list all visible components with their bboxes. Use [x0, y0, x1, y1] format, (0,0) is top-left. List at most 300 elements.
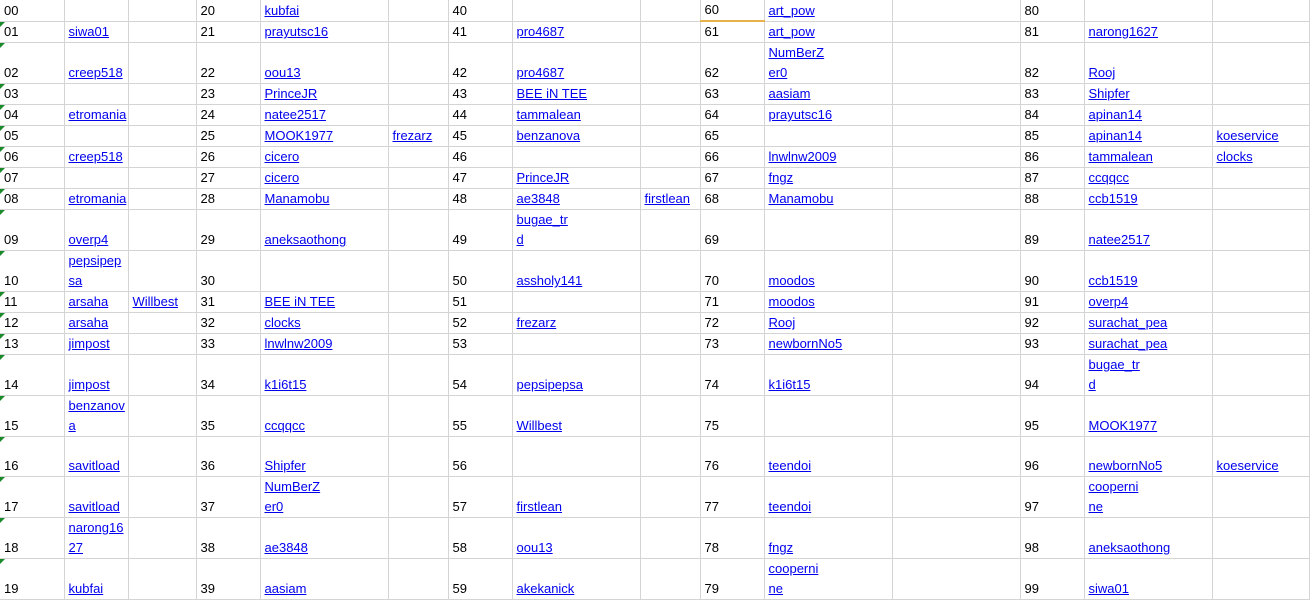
empty-cell[interactable] — [892, 105, 1020, 126]
username-link-cell[interactable]: pepsipepsa — [512, 355, 640, 396]
username-link-cell[interactable]: Manamobu — [764, 189, 892, 210]
empty-cell[interactable] — [128, 147, 196, 168]
empty-cell[interactable] — [128, 334, 196, 355]
empty-cell[interactable] — [640, 437, 700, 477]
username-link-cell[interactable]: cooperni ne — [764, 559, 892, 600]
empty-cell[interactable] — [1212, 518, 1309, 559]
number-cell[interactable]: 01 — [0, 21, 64, 43]
empty-cell[interactable] — [892, 0, 1020, 21]
empty-cell[interactable] — [640, 559, 700, 600]
empty-cell[interactable] — [892, 477, 1020, 518]
empty-cell[interactable] — [892, 437, 1020, 477]
number-cell[interactable]: 50 — [448, 251, 512, 292]
number-cell[interactable]: 19 — [0, 559, 64, 600]
number-cell[interactable]: 39 — [196, 559, 260, 600]
number-cell[interactable]: 14 — [0, 355, 64, 396]
empty-cell[interactable] — [128, 126, 196, 147]
empty-cell[interactable] — [892, 559, 1020, 600]
number-cell[interactable]: 67 — [700, 168, 764, 189]
empty-cell[interactable] — [128, 477, 196, 518]
empty-cell[interactable] — [388, 396, 448, 437]
username-link-cell[interactable]: Manamobu — [260, 189, 388, 210]
empty-cell[interactable] — [388, 210, 448, 251]
empty-cell[interactable] — [892, 518, 1020, 559]
empty-cell[interactable] — [388, 147, 448, 168]
number-cell[interactable]: 77 — [700, 477, 764, 518]
username-link-cell[interactable]: akekanick — [512, 559, 640, 600]
empty-cell[interactable] — [892, 189, 1020, 210]
username-link-cell[interactable]: aneksaothong — [1084, 518, 1212, 559]
number-cell[interactable]: 46 — [448, 147, 512, 168]
empty-cell[interactable] — [640, 518, 700, 559]
username-link-cell[interactable]: Willbest — [512, 396, 640, 437]
username-link-cell[interactable]: tammalean — [512, 105, 640, 126]
number-cell[interactable]: 33 — [196, 334, 260, 355]
number-cell[interactable]: 52 — [448, 313, 512, 334]
empty-cell[interactable] — [128, 437, 196, 477]
empty-cell[interactable] — [892, 84, 1020, 105]
number-cell[interactable]: 73 — [700, 334, 764, 355]
empty-cell[interactable] — [640, 477, 700, 518]
empty-cell[interactable] — [892, 334, 1020, 355]
empty-cell[interactable] — [128, 105, 196, 126]
empty-cell[interactable] — [892, 313, 1020, 334]
empty-cell[interactable] — [512, 147, 640, 168]
number-cell[interactable]: 99 — [1020, 559, 1084, 600]
number-cell[interactable]: 70 — [700, 251, 764, 292]
empty-cell[interactable] — [128, 355, 196, 396]
number-cell[interactable]: 69 — [700, 210, 764, 251]
username-link-cell[interactable]: kubfai — [260, 0, 388, 21]
username-link-cell[interactable]: firstlean — [640, 189, 700, 210]
username-link-cell[interactable]: pepsipepsa — [64, 251, 128, 292]
empty-cell[interactable] — [640, 334, 700, 355]
empty-cell[interactable] — [388, 518, 448, 559]
username-link-cell[interactable]: art_pow — [764, 0, 892, 21]
empty-cell[interactable] — [892, 292, 1020, 313]
empty-cell[interactable] — [128, 396, 196, 437]
number-cell[interactable]: 47 — [448, 168, 512, 189]
username-link-cell[interactable]: teendoi — [764, 477, 892, 518]
username-link-cell[interactable]: etromania — [64, 105, 128, 126]
number-cell[interactable]: 91 — [1020, 292, 1084, 313]
empty-cell[interactable] — [640, 84, 700, 105]
username-link-cell[interactable]: PrinceJR — [512, 168, 640, 189]
username-link-cell[interactable]: Shipfer — [1084, 84, 1212, 105]
username-link-cell[interactable]: prayutsc16 — [764, 105, 892, 126]
empty-cell[interactable] — [1212, 396, 1309, 437]
number-cell[interactable]: 06 — [0, 147, 64, 168]
username-link-cell[interactable]: aasiam — [764, 84, 892, 105]
empty-cell[interactable] — [892, 126, 1020, 147]
username-link-cell[interactable]: narong1627 — [1084, 21, 1212, 43]
empty-cell[interactable] — [64, 0, 128, 21]
empty-cell[interactable] — [388, 313, 448, 334]
empty-cell[interactable] — [388, 21, 448, 43]
username-link-cell[interactable]: benzanova — [512, 126, 640, 147]
empty-cell[interactable] — [1212, 355, 1309, 396]
username-link-cell[interactable]: clocks — [1212, 147, 1309, 168]
number-cell[interactable]: 59 — [448, 559, 512, 600]
username-link-cell[interactable]: pro4687 — [512, 21, 640, 43]
number-cell[interactable]: 74 — [700, 355, 764, 396]
number-cell[interactable]: 26 — [196, 147, 260, 168]
number-cell[interactable]: 44 — [448, 105, 512, 126]
empty-cell[interactable] — [892, 43, 1020, 84]
username-link-cell[interactable]: clocks — [260, 313, 388, 334]
number-cell[interactable]: 96 — [1020, 437, 1084, 477]
empty-cell[interactable] — [128, 43, 196, 84]
empty-cell[interactable] — [388, 292, 448, 313]
username-link-cell[interactable]: arsaha — [64, 313, 128, 334]
empty-cell[interactable] — [640, 168, 700, 189]
username-link-cell[interactable]: MOOK1977 — [260, 126, 388, 147]
username-link-cell[interactable]: cicero — [260, 147, 388, 168]
empty-cell[interactable] — [1212, 168, 1309, 189]
empty-cell[interactable] — [388, 43, 448, 84]
number-cell[interactable]: 15 — [0, 396, 64, 437]
number-cell[interactable]: 28 — [196, 189, 260, 210]
username-link-cell[interactable]: teendoi — [764, 437, 892, 477]
number-cell[interactable]: 10 — [0, 251, 64, 292]
number-cell[interactable]: 24 — [196, 105, 260, 126]
username-link-cell[interactable]: overp4 — [64, 210, 128, 251]
number-cell[interactable]: 87 — [1020, 168, 1084, 189]
empty-cell[interactable] — [260, 251, 388, 292]
number-cell[interactable]: 03 — [0, 84, 64, 105]
username-link-cell[interactable]: NumBerZ er0 — [764, 43, 892, 84]
number-cell[interactable]: 49 — [448, 210, 512, 251]
number-cell[interactable]: 21 — [196, 21, 260, 43]
username-link-cell[interactable]: natee2517 — [260, 105, 388, 126]
username-link-cell[interactable]: oou13 — [260, 43, 388, 84]
username-link-cell[interactable]: aasiam — [260, 559, 388, 600]
empty-cell[interactable] — [388, 437, 448, 477]
empty-cell[interactable] — [388, 559, 448, 600]
empty-cell[interactable] — [64, 168, 128, 189]
empty-cell[interactable] — [1212, 251, 1309, 292]
username-link-cell[interactable]: jimpost — [64, 334, 128, 355]
empty-cell[interactable] — [892, 147, 1020, 168]
username-link-cell[interactable]: jimpost — [64, 355, 128, 396]
empty-cell[interactable] — [388, 105, 448, 126]
username-link-cell[interactable]: natee2517 — [1084, 210, 1212, 251]
number-cell[interactable]: 29 — [196, 210, 260, 251]
username-link-cell[interactable]: aneksaothong — [260, 210, 388, 251]
empty-cell[interactable] — [128, 313, 196, 334]
username-link-cell[interactable]: lnwlnw2009 — [260, 334, 388, 355]
empty-cell[interactable] — [64, 84, 128, 105]
empty-cell[interactable] — [512, 437, 640, 477]
empty-cell[interactable] — [892, 21, 1020, 43]
empty-cell[interactable] — [388, 334, 448, 355]
empty-cell[interactable] — [1212, 210, 1309, 251]
empty-cell[interactable] — [1212, 313, 1309, 334]
number-cell[interactable]: 95 — [1020, 396, 1084, 437]
empty-cell[interactable] — [892, 210, 1020, 251]
username-link-cell[interactable]: newbornNo5 — [1084, 437, 1212, 477]
username-link-cell[interactable]: apinan14 — [1084, 105, 1212, 126]
username-link-cell[interactable]: Shipfer — [260, 437, 388, 477]
username-link-cell[interactable]: assholy141 — [512, 251, 640, 292]
number-cell[interactable]: 32 — [196, 313, 260, 334]
number-cell[interactable]: 05 — [0, 126, 64, 147]
empty-cell[interactable] — [128, 0, 196, 21]
username-link-cell[interactable]: prayutsc16 — [260, 21, 388, 43]
username-link-cell[interactable]: MOOK1977 — [1084, 396, 1212, 437]
empty-cell[interactable] — [128, 84, 196, 105]
number-cell[interactable]: 41 — [448, 21, 512, 43]
username-link-cell[interactable]: Rooj — [1084, 43, 1212, 84]
empty-cell[interactable] — [1212, 21, 1309, 43]
number-cell[interactable]: 13 — [0, 334, 64, 355]
empty-cell[interactable] — [764, 210, 892, 251]
empty-cell[interactable] — [640, 210, 700, 251]
number-cell[interactable]: 42 — [448, 43, 512, 84]
number-cell[interactable]: 57 — [448, 477, 512, 518]
empty-cell[interactable] — [640, 396, 700, 437]
username-link-cell[interactable]: siwa01 — [1084, 559, 1212, 600]
username-link-cell[interactable]: apinan14 — [1084, 126, 1212, 147]
username-link-cell[interactable]: ccb1519 — [1084, 251, 1212, 292]
username-link-cell[interactable]: ccb1519 — [1084, 189, 1212, 210]
username-link-cell[interactable]: oou13 — [512, 518, 640, 559]
number-cell[interactable]: 25 — [196, 126, 260, 147]
number-cell[interactable]: 54 — [448, 355, 512, 396]
number-cell[interactable]: 97 — [1020, 477, 1084, 518]
empty-cell[interactable] — [128, 189, 196, 210]
number-cell[interactable]: 78 — [700, 518, 764, 559]
number-cell[interactable]: 56 — [448, 437, 512, 477]
empty-cell[interactable] — [388, 0, 448, 21]
number-cell[interactable]: 94 — [1020, 355, 1084, 396]
empty-cell[interactable] — [764, 396, 892, 437]
username-link-cell[interactable]: firstlean — [512, 477, 640, 518]
username-link-cell[interactable]: k1i6t15 — [764, 355, 892, 396]
empty-cell[interactable] — [128, 210, 196, 251]
empty-cell[interactable] — [1212, 189, 1309, 210]
number-cell[interactable]: 85 — [1020, 126, 1084, 147]
username-link-cell[interactable]: kubfai — [64, 559, 128, 600]
username-link-cell[interactable]: surachat_pea — [1084, 334, 1212, 355]
empty-cell[interactable] — [1212, 43, 1309, 84]
empty-cell[interactable] — [512, 292, 640, 313]
empty-cell[interactable] — [1212, 559, 1309, 600]
number-cell[interactable]: 07 — [0, 168, 64, 189]
number-cell[interactable]: 81 — [1020, 21, 1084, 43]
empty-cell[interactable] — [640, 126, 700, 147]
username-link-cell[interactable]: savitload — [64, 437, 128, 477]
number-cell[interactable]: 58 — [448, 518, 512, 559]
number-cell[interactable]: 02 — [0, 43, 64, 84]
username-link-cell[interactable]: surachat_pea — [1084, 313, 1212, 334]
username-link-cell[interactable]: savitload — [64, 477, 128, 518]
username-link-cell[interactable]: koeservice — [1212, 126, 1309, 147]
number-cell[interactable]: 17 — [0, 477, 64, 518]
number-cell[interactable]: 82 — [1020, 43, 1084, 84]
empty-cell[interactable] — [892, 168, 1020, 189]
number-cell[interactable]: 71 — [700, 292, 764, 313]
username-link-cell[interactable]: Rooj — [764, 313, 892, 334]
number-cell[interactable]: 12 — [0, 313, 64, 334]
number-cell[interactable]: 27 — [196, 168, 260, 189]
number-cell[interactable]: 30 — [196, 251, 260, 292]
empty-cell[interactable] — [1212, 334, 1309, 355]
empty-cell[interactable] — [512, 334, 640, 355]
number-cell[interactable]: 64 — [700, 105, 764, 126]
username-link-cell[interactable]: etromania — [64, 189, 128, 210]
empty-cell[interactable] — [128, 559, 196, 600]
username-link-cell[interactable]: lnwlnw2009 — [764, 147, 892, 168]
empty-cell[interactable] — [640, 355, 700, 396]
number-cell[interactable]: 45 — [448, 126, 512, 147]
empty-cell[interactable] — [892, 396, 1020, 437]
number-cell[interactable]: 34 — [196, 355, 260, 396]
number-cell[interactable]: 55 — [448, 396, 512, 437]
username-link-cell[interactable]: BEE iN TEE — [260, 292, 388, 313]
username-link-cell[interactable]: cicero — [260, 168, 388, 189]
number-cell[interactable]: 31 — [196, 292, 260, 313]
username-link-cell[interactable]: pro4687 — [512, 43, 640, 84]
username-link-cell[interactable]: creep518 — [64, 43, 128, 84]
empty-cell[interactable] — [128, 518, 196, 559]
empty-cell[interactable] — [388, 355, 448, 396]
number-cell[interactable]: 40 — [448, 0, 512, 21]
username-link-cell[interactable]: moodos — [764, 292, 892, 313]
username-link-cell[interactable]: arsaha — [64, 292, 128, 313]
username-link-cell[interactable]: fngz — [764, 168, 892, 189]
empty-cell[interactable] — [388, 251, 448, 292]
empty-cell[interactable] — [388, 84, 448, 105]
empty-cell[interactable] — [1212, 0, 1309, 21]
number-cell[interactable]: 04 — [0, 105, 64, 126]
number-cell[interactable]: 93 — [1020, 334, 1084, 355]
number-cell[interactable]: 35 — [196, 396, 260, 437]
number-cell[interactable]: 63 — [700, 84, 764, 105]
empty-cell[interactable] — [512, 0, 640, 21]
number-cell[interactable]: 92 — [1020, 313, 1084, 334]
username-link-cell[interactable]: art_pow — [764, 21, 892, 43]
number-cell[interactable]: 66 — [700, 147, 764, 168]
username-link-cell[interactable]: fngz — [764, 518, 892, 559]
username-link-cell[interactable]: cooperni ne — [1084, 477, 1212, 518]
username-link-cell[interactable]: k1i6t15 — [260, 355, 388, 396]
username-link-cell[interactable]: moodos — [764, 251, 892, 292]
number-cell[interactable]: 86 — [1020, 147, 1084, 168]
username-link-cell[interactable]: bugae_tr d — [512, 210, 640, 251]
number-cell[interactable]: 38 — [196, 518, 260, 559]
empty-cell[interactable] — [640, 313, 700, 334]
username-link-cell[interactable]: newbornNo5 — [764, 334, 892, 355]
empty-cell[interactable] — [128, 168, 196, 189]
username-link-cell[interactable]: ae3848 — [260, 518, 388, 559]
username-link-cell[interactable]: frezarz — [388, 126, 448, 147]
empty-cell[interactable] — [764, 126, 892, 147]
username-link-cell[interactable]: bugae_tr d — [1084, 355, 1212, 396]
empty-cell[interactable] — [64, 126, 128, 147]
empty-cell[interactable] — [640, 147, 700, 168]
number-cell[interactable]: 68 — [700, 189, 764, 210]
empty-cell[interactable] — [388, 477, 448, 518]
number-cell[interactable]: 16 — [0, 437, 64, 477]
empty-cell[interactable] — [1084, 0, 1212, 21]
username-link-cell[interactable]: creep518 — [64, 147, 128, 168]
username-link-cell[interactable]: ae3848 — [512, 189, 640, 210]
number-cell[interactable]: 84 — [1020, 105, 1084, 126]
number-cell[interactable]: 72 — [700, 313, 764, 334]
username-link-cell[interactable]: ccqqcc — [1084, 168, 1212, 189]
empty-cell[interactable] — [128, 251, 196, 292]
username-link-cell[interactable]: Willbest — [128, 292, 196, 313]
username-link-cell[interactable]: BEE iN TEE — [512, 84, 640, 105]
username-link-cell[interactable]: koeservice — [1212, 437, 1309, 477]
number-cell[interactable]: 08 — [0, 189, 64, 210]
username-link-cell[interactable]: tammalean — [1084, 147, 1212, 168]
username-link-cell[interactable]: benzanova — [64, 396, 128, 437]
number-cell[interactable]: 62 — [700, 43, 764, 84]
number-cell[interactable]: 23 — [196, 84, 260, 105]
empty-cell[interactable] — [640, 21, 700, 43]
empty-cell[interactable] — [640, 292, 700, 313]
number-cell[interactable]: 83 — [1020, 84, 1084, 105]
number-cell[interactable]: 48 — [448, 189, 512, 210]
number-cell[interactable]: 20 — [196, 0, 260, 21]
number-cell[interactable]: 89 — [1020, 210, 1084, 251]
empty-cell[interactable] — [640, 105, 700, 126]
empty-cell[interactable] — [1212, 292, 1309, 313]
number-cell[interactable]: 22 — [196, 43, 260, 84]
number-cell[interactable]: 60 — [700, 0, 764, 21]
number-cell[interactable]: 37 — [196, 477, 260, 518]
empty-cell[interactable] — [640, 251, 700, 292]
empty-cell[interactable] — [640, 0, 700, 21]
empty-cell[interactable] — [1212, 105, 1309, 126]
username-link-cell[interactable]: ccqqcc — [260, 396, 388, 437]
number-cell[interactable]: 65 — [700, 126, 764, 147]
username-link-cell[interactable]: siwa01 — [64, 21, 128, 43]
number-cell[interactable]: 98 — [1020, 518, 1084, 559]
number-cell[interactable]: 11 — [0, 292, 64, 313]
empty-cell[interactable] — [1212, 477, 1309, 518]
username-link-cell[interactable]: narong1627 — [64, 518, 128, 559]
empty-cell[interactable] — [640, 43, 700, 84]
empty-cell[interactable] — [892, 355, 1020, 396]
number-cell[interactable]: 00 — [0, 0, 64, 21]
username-link-cell[interactable]: NumBerZ er0 — [260, 477, 388, 518]
number-cell[interactable]: 53 — [448, 334, 512, 355]
empty-cell[interactable] — [388, 168, 448, 189]
number-cell[interactable]: 61 — [700, 21, 764, 43]
number-cell[interactable]: 18 — [0, 518, 64, 559]
empty-cell[interactable] — [128, 21, 196, 43]
username-link-cell[interactable]: overp4 — [1084, 292, 1212, 313]
empty-cell[interactable] — [892, 251, 1020, 292]
number-cell[interactable]: 88 — [1020, 189, 1084, 210]
number-cell[interactable]: 51 — [448, 292, 512, 313]
number-cell[interactable]: 79 — [700, 559, 764, 600]
empty-cell[interactable] — [388, 189, 448, 210]
number-cell[interactable]: 09 — [0, 210, 64, 251]
number-cell[interactable]: 76 — [700, 437, 764, 477]
number-cell[interactable]: 36 — [196, 437, 260, 477]
empty-cell[interactable] — [1212, 84, 1309, 105]
username-link-cell[interactable]: PrinceJR — [260, 84, 388, 105]
username-link-cell[interactable]: frezarz — [512, 313, 640, 334]
number-cell[interactable]: 90 — [1020, 251, 1084, 292]
number-cell[interactable]: 43 — [448, 84, 512, 105]
number-cell[interactable]: 80 — [1020, 0, 1084, 21]
number-cell[interactable]: 75 — [700, 396, 764, 437]
